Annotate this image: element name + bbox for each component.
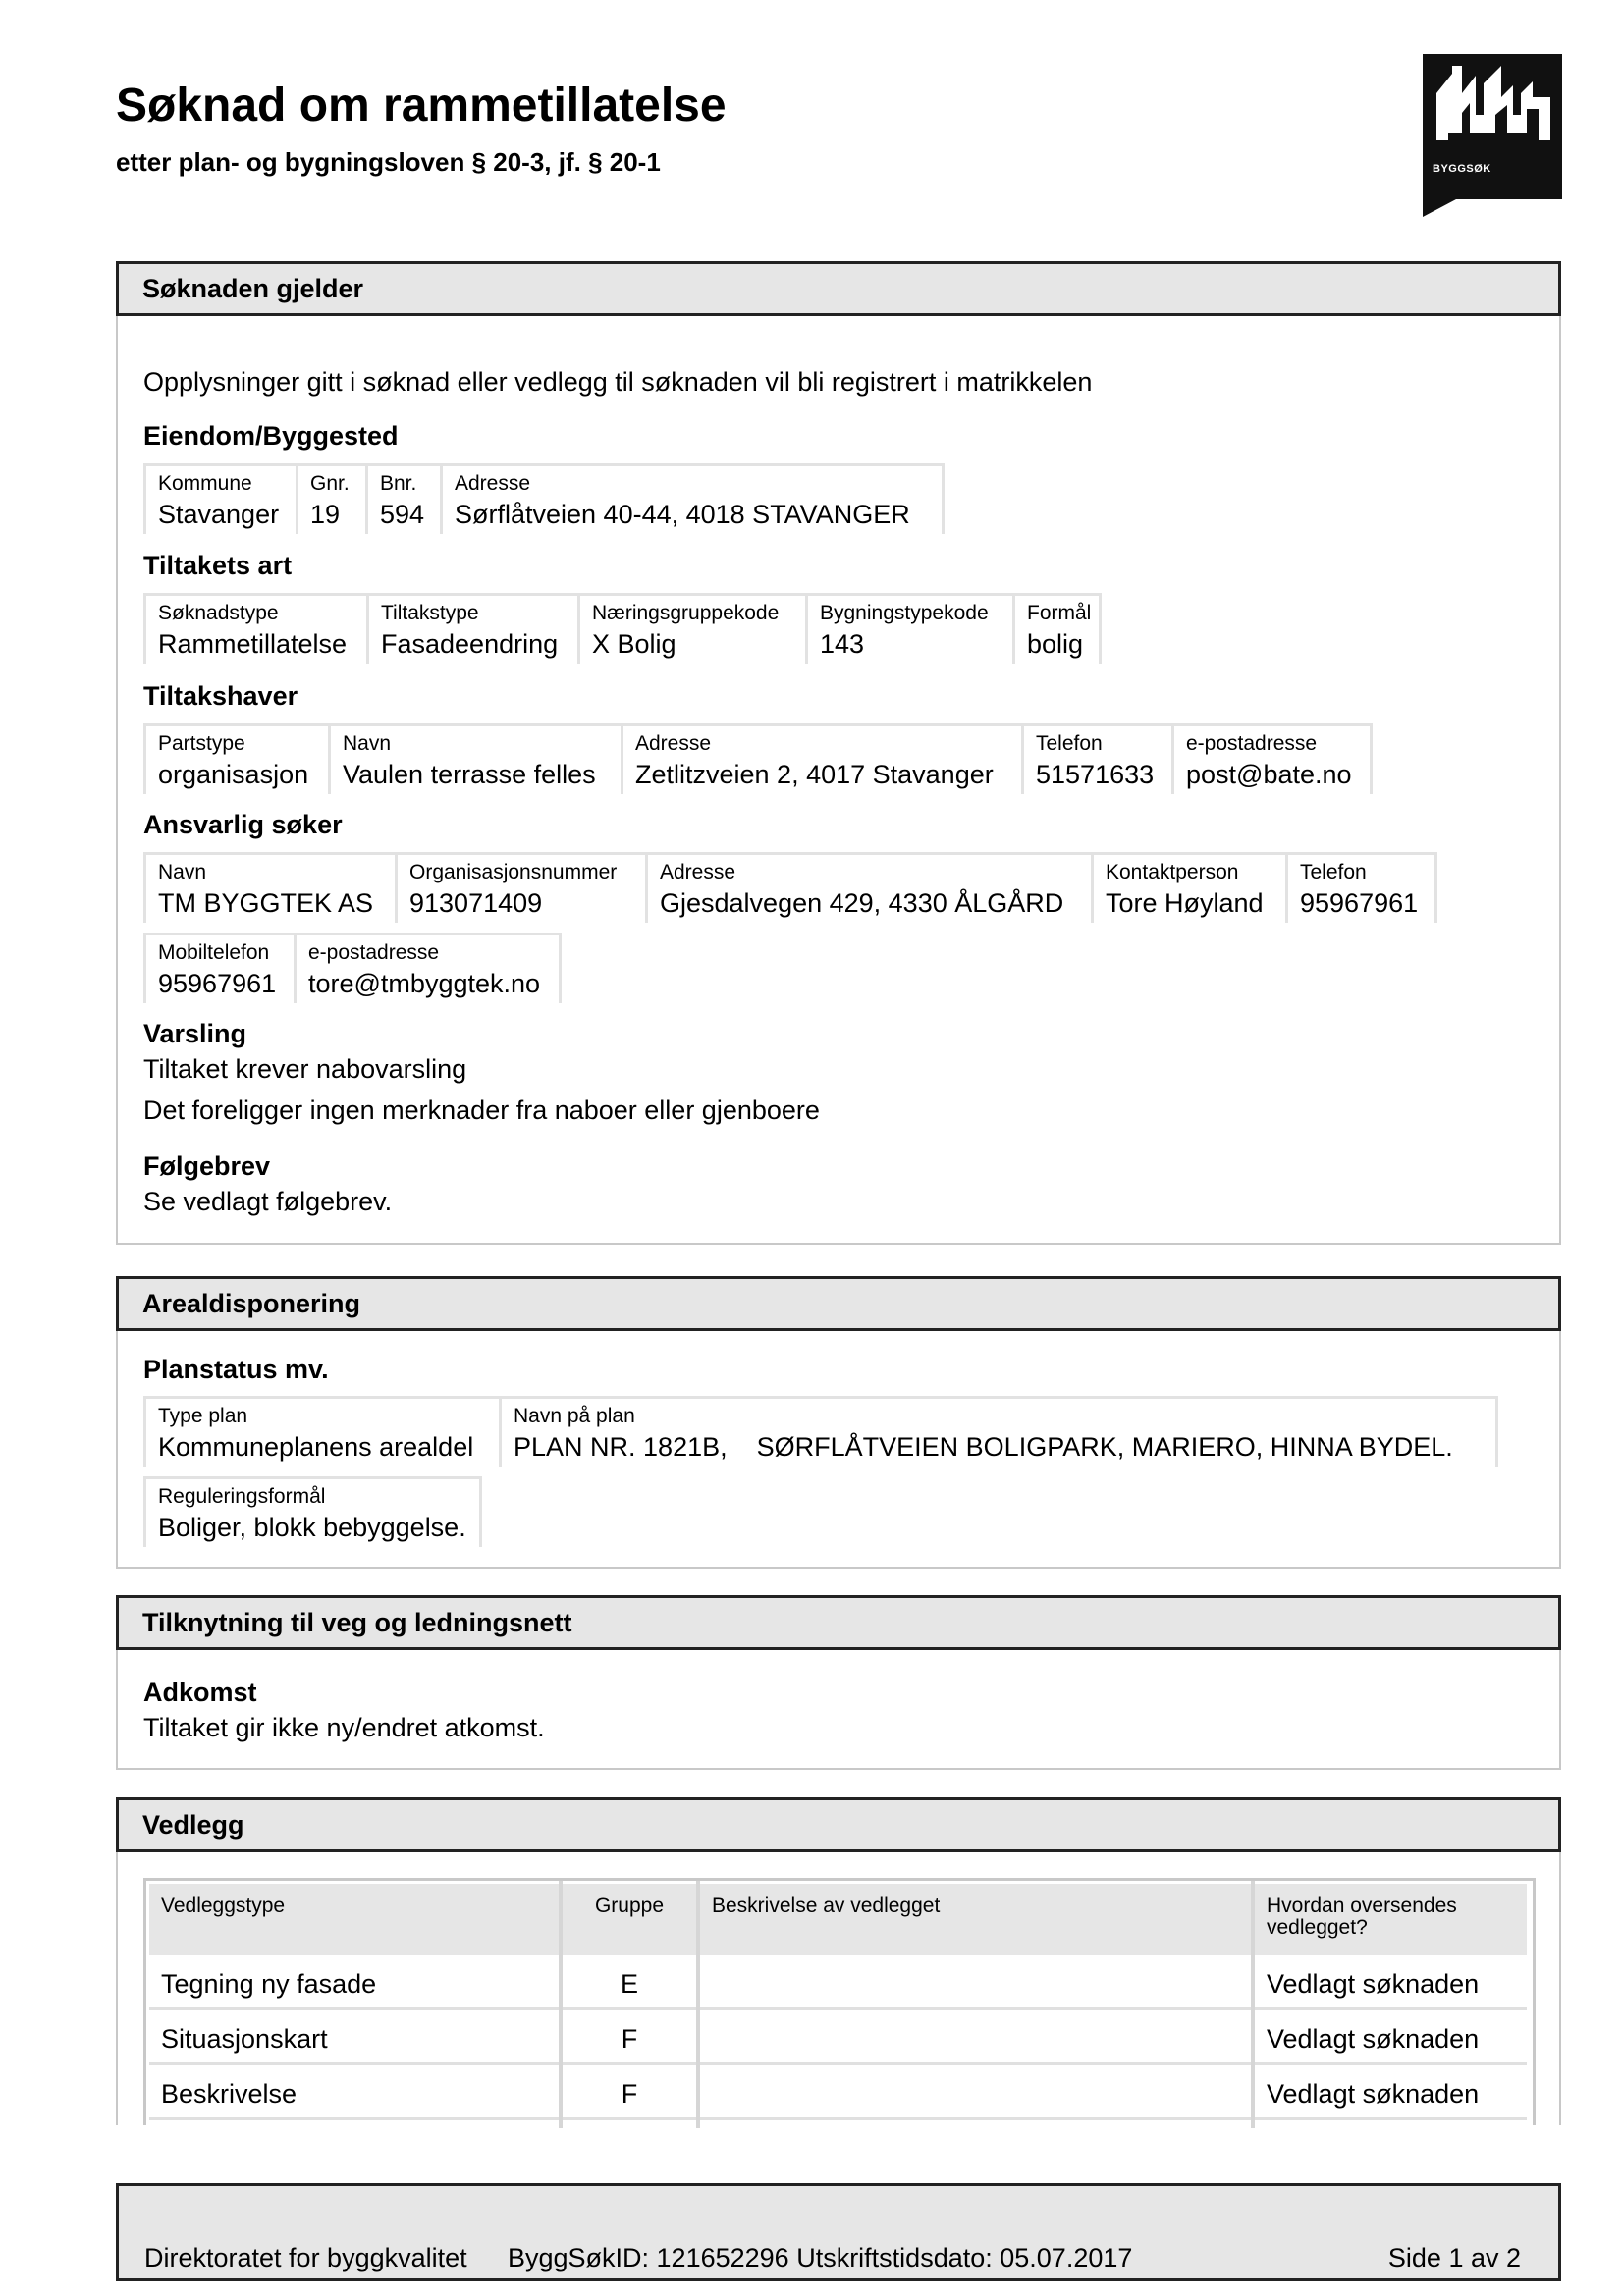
logo-mark-icon bbox=[1423, 54, 1562, 162]
field-mobiltelefon bbox=[143, 933, 294, 1003]
field-label: Kontaktperson bbox=[1106, 861, 1239, 883]
cell-text: Beskrivelse bbox=[161, 2079, 298, 2109]
cell-text: E bbox=[620, 1969, 638, 1999]
field-value: organisasjon bbox=[158, 760, 309, 789]
table-header-cell bbox=[563, 1884, 696, 1955]
cell-text: Vedlagt søknaden bbox=[1267, 1969, 1480, 1999]
table-cell bbox=[700, 2014, 1251, 2065]
footer-id: ByggSøkID: 121652296 Utskriftstidsdato: 05.07.2017 bbox=[508, 2243, 1133, 2272]
field-label: Formål bbox=[1027, 602, 1092, 624]
table-header-cell bbox=[149, 1884, 559, 1955]
cell-text: Vedlagt søknaden bbox=[1267, 2079, 1480, 2109]
eiendom-heading: Eiendom/Byggested bbox=[143, 421, 399, 451]
field-value: Tore Høyland bbox=[1106, 888, 1264, 918]
cell-text: F bbox=[621, 2079, 638, 2109]
field-value: Sørflåtveien 40-44, 4018 STAVANGER bbox=[455, 500, 910, 529]
field-value: PLAN NR. 1821B, SØRFLÅTVEIEN BOLIGPARK, MARIERO, HINNA BYDEL. bbox=[514, 1432, 1453, 1462]
field-naeringsgruppekode bbox=[577, 593, 805, 664]
field-value: 913071409 bbox=[409, 888, 543, 918]
section-title: Søknaden gjelder bbox=[142, 274, 364, 303]
field-navn bbox=[143, 852, 395, 923]
section-tilknytning bbox=[116, 1595, 1561, 1770]
field-adresse bbox=[645, 852, 1091, 923]
cell-text: Situasjonskart bbox=[161, 2024, 328, 2054]
field-label: Organisasjonsnummer bbox=[409, 861, 618, 883]
cell-text: F bbox=[621, 2024, 638, 2054]
field-label: Adresse bbox=[635, 732, 712, 755]
table-cell bbox=[1255, 1959, 1527, 2010]
field-orgnr bbox=[395, 852, 645, 923]
field-label: Navn på plan bbox=[514, 1405, 635, 1427]
cell-text: Tegning ny fasade bbox=[161, 1969, 377, 1999]
varsling-heading: Varsling bbox=[143, 1019, 247, 1048]
planstatus-heading: Planstatus mv. bbox=[143, 1355, 329, 1384]
field-value: tore@tmbyggtek.no bbox=[308, 969, 541, 998]
column-divider bbox=[559, 1881, 563, 2128]
field-label: Bygningstypekode bbox=[820, 602, 989, 624]
field-navn bbox=[328, 723, 621, 794]
field-value: TM BYGGTEK AS bbox=[158, 888, 374, 918]
field-value: 95967961 bbox=[1300, 888, 1419, 918]
field-reguleringsformal bbox=[143, 1476, 482, 1547]
vedlegg-table bbox=[143, 1878, 1536, 2125]
table-cell bbox=[149, 2014, 559, 2065]
column-divider bbox=[696, 1881, 700, 2128]
field-label: Søknadstype bbox=[158, 602, 279, 624]
field-bnr bbox=[365, 463, 440, 534]
field-label: Type plan bbox=[158, 1405, 248, 1427]
section-title: Arealdisponering bbox=[142, 1289, 361, 1318]
field-value: Kommuneplanens arealdel bbox=[158, 1432, 474, 1462]
field-label: Telefon bbox=[1300, 861, 1367, 883]
section-title: Vedlegg bbox=[142, 1810, 244, 1840]
field-value: post@bate.no bbox=[1186, 760, 1352, 789]
column-divider bbox=[1251, 1881, 1255, 2128]
column-header: Vedleggstype bbox=[161, 1895, 286, 1917]
field-value: 19 bbox=[310, 500, 341, 529]
tiltak-heading: Tiltakets art bbox=[143, 551, 293, 580]
field-value: X Bolig bbox=[592, 629, 676, 659]
field-epost bbox=[1171, 723, 1373, 794]
intro-text: Opplysninger gitt i søknad eller vedlegg til søknaden vil bli registrert i matrikkelen bbox=[143, 367, 1093, 397]
field-adresse bbox=[621, 723, 1021, 794]
field-gnr bbox=[296, 463, 365, 534]
field-label: Bnr. bbox=[380, 472, 417, 495]
table-cell bbox=[563, 2069, 696, 2120]
field-telefon bbox=[1285, 852, 1437, 923]
field-label: Tiltakstype bbox=[381, 602, 479, 624]
field-tiltakstype bbox=[366, 593, 577, 664]
section-arealdisponering bbox=[116, 1276, 1561, 1569]
field-value: bolig bbox=[1027, 629, 1084, 659]
field-navn-pa-plan bbox=[499, 1396, 1498, 1467]
field-label: Mobiltelefon bbox=[158, 941, 270, 964]
field-bygningstypekode bbox=[805, 593, 1012, 664]
table-cell bbox=[149, 1959, 559, 2010]
section-header bbox=[116, 1276, 1561, 1331]
field-label: Navn bbox=[343, 732, 392, 755]
field-label: Partstype bbox=[158, 732, 245, 755]
field-telefon bbox=[1021, 723, 1171, 794]
field-value: Boliger, blokk bebyggelse. bbox=[158, 1513, 466, 1542]
page-number: Side 1 av 2 bbox=[1387, 2243, 1521, 2272]
field-label: Adresse bbox=[455, 472, 531, 495]
table-cell bbox=[149, 2069, 559, 2120]
section-header bbox=[116, 1797, 1561, 1852]
section-header bbox=[116, 1595, 1561, 1650]
section-title: Tilknytning til veg og ledningsnett bbox=[142, 1608, 572, 1637]
folgebrev-text: Se vedlagt følgebrev. bbox=[143, 1187, 393, 1216]
cell-text: Vedlagt søknaden bbox=[1267, 2024, 1480, 2054]
field-value: Rammetillatelse bbox=[158, 629, 348, 659]
table-cell bbox=[563, 2014, 696, 2065]
field-value: 143 bbox=[820, 629, 865, 659]
field-label: Gnr. bbox=[310, 472, 350, 495]
table-cell bbox=[700, 1959, 1251, 2010]
field-label: Telefon bbox=[1036, 732, 1103, 755]
field-kontaktperson bbox=[1091, 852, 1285, 923]
tiltakshaver-heading: Tiltakshaver bbox=[143, 681, 298, 711]
field-label: Næringsgruppekode bbox=[592, 602, 780, 624]
field-value: 51571633 bbox=[1036, 760, 1155, 789]
field-label: Reguleringsformål bbox=[158, 1485, 326, 1508]
page-footer bbox=[116, 2183, 1561, 2281]
table-cell bbox=[1255, 2069, 1527, 2120]
byggsok-logo bbox=[1423, 54, 1562, 199]
field-value: Vaulen terrasse felles bbox=[343, 760, 596, 789]
page-title: Søknad om rammetillatelse bbox=[116, 80, 727, 132]
field-formal bbox=[1012, 593, 1102, 664]
varsling-line: Tiltaket krever nabovarsling bbox=[143, 1054, 467, 1084]
adkomst-text: Tiltaket gir ikke ny/endret atkomst. bbox=[143, 1713, 545, 1742]
table-cell bbox=[1255, 2014, 1527, 2065]
field-label: Kommune bbox=[158, 472, 252, 495]
footer-org: Direktoratet for byggkvalitet bbox=[144, 2243, 467, 2272]
page-subtitle: etter plan- og bygningsloven § 20-3, jf. § 20-1 bbox=[116, 147, 661, 177]
field-epost bbox=[294, 933, 562, 1003]
column-header: Beskrivelse av vedlegget bbox=[712, 1895, 941, 1917]
table-header-cell bbox=[1255, 1884, 1527, 1955]
field-label: e-postadresse bbox=[308, 941, 440, 964]
logo-text: BYGGSØK bbox=[1433, 163, 1491, 175]
field-label: e-postadresse bbox=[1186, 732, 1318, 755]
field-soknadstype bbox=[143, 593, 366, 664]
field-value: Stavanger bbox=[158, 500, 280, 529]
field-value: Zetlitzveien 2, 4017 Stavanger bbox=[635, 760, 994, 789]
field-label: Navn bbox=[158, 861, 207, 883]
column-header: Gruppe bbox=[594, 1895, 665, 1917]
table-header-cell bbox=[700, 1884, 1251, 1955]
section-soknaden bbox=[116, 261, 1561, 1245]
field-type-plan bbox=[143, 1396, 499, 1467]
section-header bbox=[116, 261, 1561, 316]
column-header: Hvordan oversendes vedlegget? bbox=[1267, 1895, 1457, 1939]
table-cell bbox=[563, 1959, 696, 2010]
table-cell bbox=[700, 2069, 1251, 2120]
field-value: 594 bbox=[380, 500, 425, 529]
field-label: Adresse bbox=[660, 861, 736, 883]
field-adresse bbox=[440, 463, 945, 534]
field-kommune bbox=[143, 463, 296, 534]
field-value: Gjesdalvegen 429, 4330 ÅLGÅRD bbox=[660, 888, 1064, 918]
folgebrev-heading: Følgebrev bbox=[143, 1151, 271, 1181]
field-value: 95967961 bbox=[158, 969, 277, 998]
field-value: Fasadeendring bbox=[381, 629, 559, 659]
logo-tab bbox=[1423, 199, 1456, 217]
ansvarlig-heading: Ansvarlig søker bbox=[143, 810, 343, 839]
field-partstype bbox=[143, 723, 328, 794]
adkomst-heading: Adkomst bbox=[143, 1678, 257, 1707]
varsling-line: Det foreligger ingen merknader fra naboer eller gjenboere bbox=[143, 1095, 820, 1125]
